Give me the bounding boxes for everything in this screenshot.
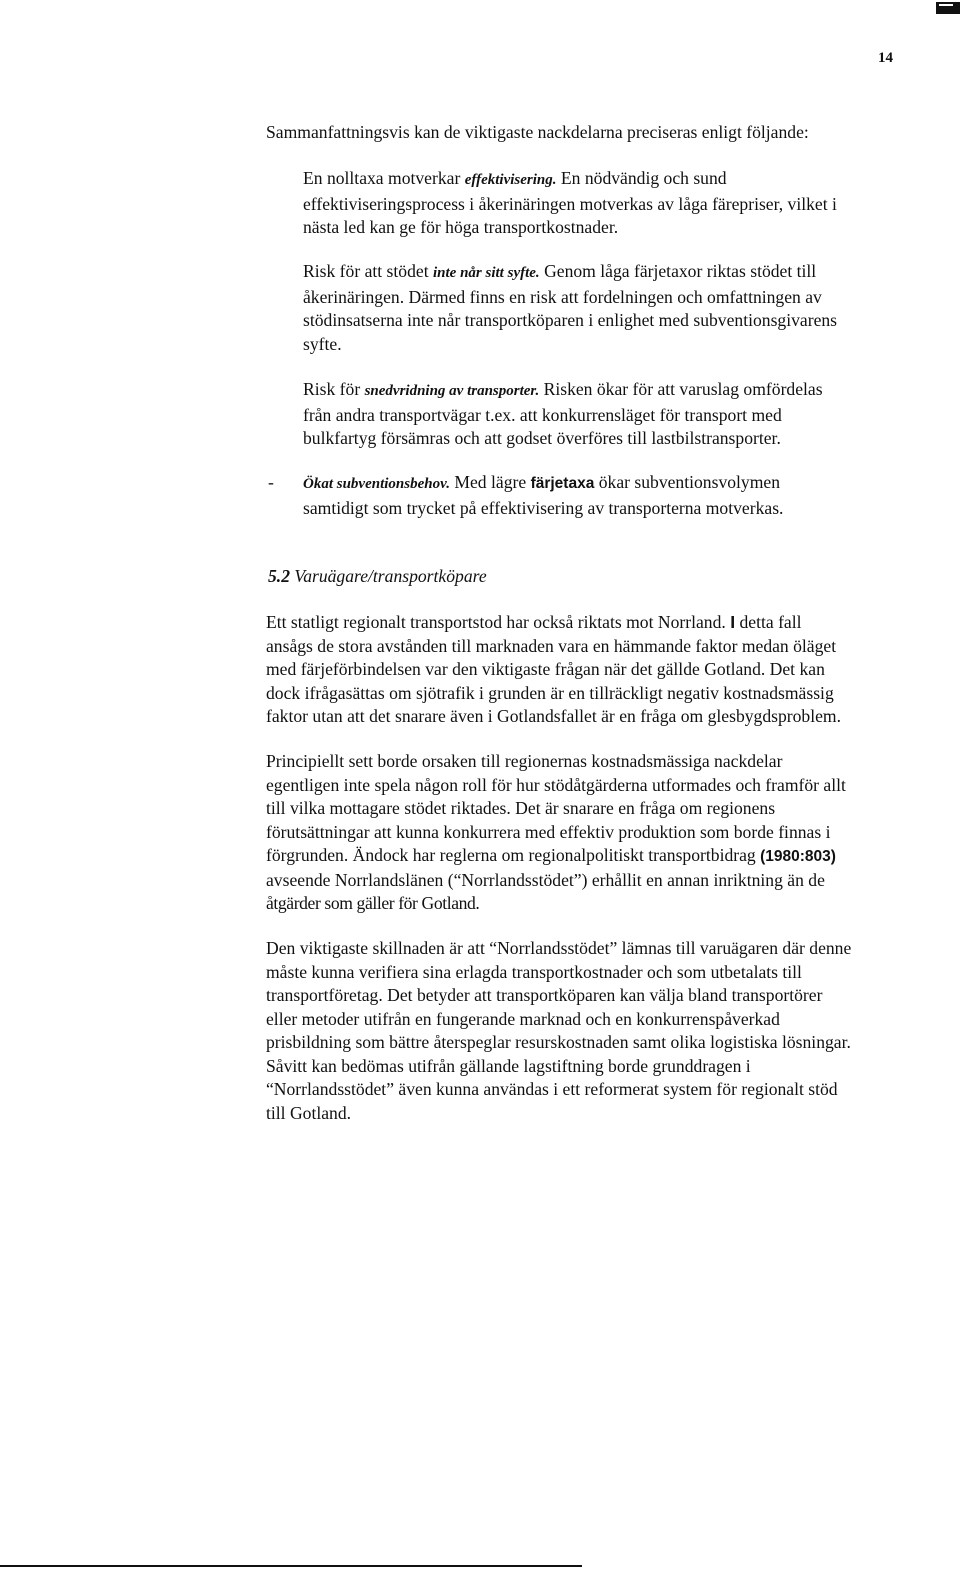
- text-line: förutsättningar att kunna konkurrera med effektiv produktion som borde finnas i: [266, 821, 831, 842]
- text-run: I: [730, 612, 736, 632]
- text-line: samtidigt som trycket på effektivisering av transporterna motverkas.: [303, 497, 784, 518]
- text-line: nästa led kan ge för höga transportkostnader.: [303, 217, 619, 237]
- text-run: En nödvändig och sund: [556, 168, 727, 188]
- emphasis-term: Ökat subventionsbehov.: [303, 476, 450, 492]
- page-number: 14: [878, 50, 893, 66]
- list-item: [303, 167, 837, 240]
- text-line: med färjeförbindelsen var den viktigaste frågan när det gällde Gotland. Det kan: [266, 659, 825, 679]
- body-paragraph: [266, 611, 841, 729]
- text-line: prisbildning som bättre återspeglar resurskostnaden samt olika logistiska lösningar.: [266, 1032, 851, 1052]
- text-run: Risk för att stödet: [303, 261, 433, 281]
- text-line: faktor utan att det snarare även i Gotlandsfallet är en fråga om glesbygdsproblem.: [266, 706, 842, 726]
- text-run: detta fall: [735, 612, 802, 632]
- emphasis-term: effektivisering.: [464, 172, 557, 188]
- text-line: syfte.: [303, 333, 342, 354]
- body-paragraph: [266, 937, 851, 1125]
- scan-corner-mark: [936, 2, 960, 14]
- list-dash: -: [268, 472, 274, 492]
- text-line: dock ifrågasättas om sjötrafik i grunden är en tillräckligt negativ kostnadsmässig: [266, 682, 834, 703]
- footer-rule: [0, 1565, 582, 1567]
- text-line: måste kunna verifiera sina erlagda transportkostnader och som utbetalats till: [266, 961, 802, 982]
- text-run: förgrunden. Ändock har reglerna om regionalpolitiskt transportbidrag: [266, 845, 761, 865]
- text-run: En nolltaxa motverkar: [303, 168, 465, 188]
- emphasis-term: inte når sitt syfte.: [433, 265, 540, 281]
- text-run: Genom låga färjetaxor riktas stödet till: [539, 261, 817, 281]
- text-run: Risk för: [303, 379, 365, 399]
- text-line: egentligen inte spela någon roll för hur stödåtgärderna utformades och framför allt: [266, 774, 846, 795]
- body-paragraph: [266, 750, 846, 916]
- text-line: Såvitt kan bedömas utifrån gällande lagstiftning borde grunddragen i: [266, 1055, 751, 1076]
- text-line: transportföretag. Det betyder att transportköparen kan välja bland transportörer: [266, 985, 823, 1005]
- text-run: Risken ökar för att varuslag omfördelas: [539, 379, 823, 399]
- list-item: [303, 471, 783, 520]
- list-item: [303, 260, 837, 356]
- text-line: ansågs de stora avstånden till marknaden vara en hämmande faktor medan öläget: [266, 635, 837, 656]
- emphasis-term: snedvridning av transporter.: [364, 383, 540, 399]
- section-title: Varuägare/transportköpare: [290, 566, 487, 586]
- text-run: ökar subventionsvolymen: [594, 472, 781, 492]
- list-item: [303, 378, 823, 451]
- text-run: Ett statligt regionalt transportstod har också riktats mot Norrland.: [266, 612, 731, 632]
- section-heading: [268, 565, 487, 589]
- section-number: 5.2: [268, 566, 290, 586]
- text-line: åtgärder som gäller för Gotland.: [266, 893, 480, 913]
- text-line: avseende Norrlandslänen (“Norrlandsstödet”) erhållit en annan inriktning än de: [266, 869, 825, 890]
- text-line: till vilka mottagare stödet riktades. Det är snarare en fråga om regionens: [266, 798, 776, 818]
- text-line: åkerinäringen. Därmed finns en risk att fordelningen och omfattningen av: [303, 286, 822, 307]
- text-line: till Gotland.: [266, 1102, 352, 1123]
- intro-paragraph: Sammanfattningsvis kan de viktigaste nackdelarna preciseras enligt följande:: [266, 122, 809, 142]
- bold-term: färjetaxa: [530, 475, 595, 492]
- text-line: “Norrlandsstödet” även kunna användas i ett reformerat system för regionalt stöd: [266, 1079, 838, 1099]
- text-run: Med lägre: [449, 472, 531, 492]
- text-line: bulkfartyg försämras och att godset överföres till lastbilstransporter.: [303, 428, 781, 448]
- text-line: från andra transportvägar t.ex. att konkurrensläget för transport med: [303, 404, 782, 425]
- law-reference: (1980:803): [760, 848, 836, 865]
- text-line: effektiviseringsprocess i åkerinäringen motverkas av låga färepriser, vilket i: [303, 193, 837, 214]
- text-line: eller metoder utifrån en fungerande marknad och en konkurrenspåverkad: [266, 1008, 780, 1029]
- text-line: stödinsatserna inte når transportköparen i enlighet med subventionsgivarens: [303, 310, 838, 330]
- text-line: Den viktigaste skillnaden är att “Norrlandsstödet” lämnas till varuägaren där denne: [266, 938, 852, 958]
- text-line: Principiellt sett borde orsaken till regionernas kostnadsmässiga nackdelar: [266, 751, 783, 771]
